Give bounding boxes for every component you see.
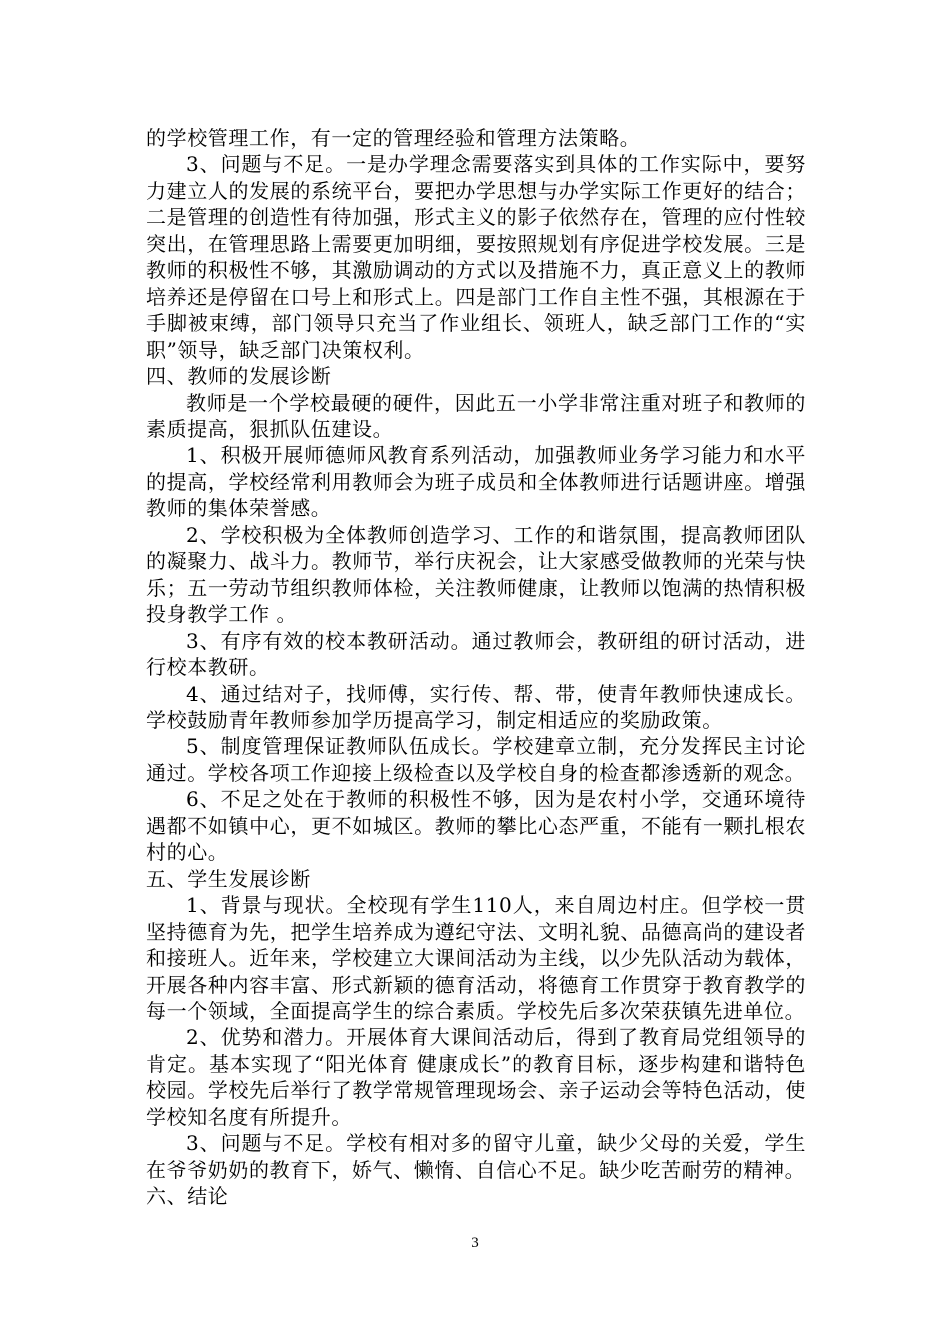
section-heading-teacher-development: 四、教师的发展诊断 (146, 364, 332, 389)
paragraph-teacher-item-5: 5、制度管理保证教师队伍成长。学校建章立制，充分发挥民主讨论通过。学校各项工作迎接上级检查以及学校自身的检查都渗透新的观念。 (146, 734, 806, 785)
paragraph-teacher-item-6: 6、不足之处在于教师的积极性不够，因为是农村小学，交通环境待遇都不如镇中心，更不如城区。教师的攀比心态严重，不能有一颗扎根农村的心。 (146, 787, 806, 865)
paragraph-student-item-1: 1、背景与现状。全校现有学生110人，来自周边村庄。但学校一贯坚持德育为先，把学生培养成为遵纪守法、文明礼貌、品德高尚的建设者和接班人。近年来，学校建立大课间活动为主线，以少先队活动为载体，开展各种内容丰富、形式新颖的德育活动，将德育工作贯穿于教育教学的每一个领域，全面提高学生的综合素质。学校先后多次荣获镇先进单位。 (146, 893, 806, 1023)
paragraph-teacher-item-3: 3、有序有效的校本教研活动。通过教师会，教研组的研讨活动，进行校本教研。 (146, 628, 806, 680)
paragraph-teacher-intro: 教师是一个学校最硬的硬件，因此五一小学非常注重对班子和教师的素质提高，狠抓队伍建设。 (146, 390, 806, 441)
section-heading-conclusion: 六、结论 (146, 1184, 229, 1209)
paragraph-continuation: 的学校管理工作，有一定的管理经验和管理方法策略。 (146, 126, 641, 150)
paragraph-student-item-2: 2、优势和潜力。开展体育大课间活动后，得到了教育局党组领导的肯定。基本实现了“阳光体育 健康成长”的教育目标，逐步构建和谐特色校园。学校先后举行了教学常规管理现场会、亲子运动会等特色活动，使学校知名度有所提升。 (146, 1025, 806, 1129)
page-number: 3 (471, 1235, 479, 1251)
paragraph-teacher-item-4: 4、通过结对子，找师傅，实行传、帮、带，使青年教师快速成长。学校鼓励青年教师参加学历提高学习，制定相适应的奖励政策。 (146, 681, 806, 732)
paragraph-teacher-item-1: 1、积极开展师德师风教育系列活动，加强教师业务学习能力和水平的提高，学校经常利用教师会为班子成员和全体教师进行话题讲座。增强教师的集体荣誉感。 (146, 443, 806, 521)
section-heading-student-development: 五、学生发展诊断 (146, 866, 311, 891)
document-body (146, 125, 806, 1210)
paragraph-student-item-3: 3、问题与不足。学校有相对多的留守儿童，缺少父母的关爱，学生在爷爷奶奶的教育下，娇气、懒惰、自信心不足。缺少吃苦耐劳的精神。 (146, 1131, 806, 1182)
paragraph-management-problems: 3、问题与不足。一是办学理念需要落实到具体的工作实际中，要努力建立人的发展的系统平台，要把办学思想与办学实际工作更好的结合；二是管理的创造性有待加强，形式主义的影子依然存在，管理的应付性较突出，在管理思路上需要更加明细，要按照规划有序促进学校发展。三是教师的积极性不够，其激励调动的方式以及措施不力，真正意义上的教师培养还是停留在口号上和形式上。四是部门工作自主性不强，其根源在于手脚被束缚，部门领导只充当了作业组长、领班人，缺乏部门工作的“实职”领导，缺乏部门决策权利。 (146, 152, 806, 362)
paragraph-teacher-item-2: 2、学校积极为全体教师创造学习、工作的和谐氛围，提高教师团队的凝聚力、战斗力。教师节，举行庆祝会，让大家感受做教师的光荣与快乐；五一劳动节组织教师体检，关注教师健康，让教师以饱满的热情积极投身教学工作 。 (146, 522, 806, 627)
